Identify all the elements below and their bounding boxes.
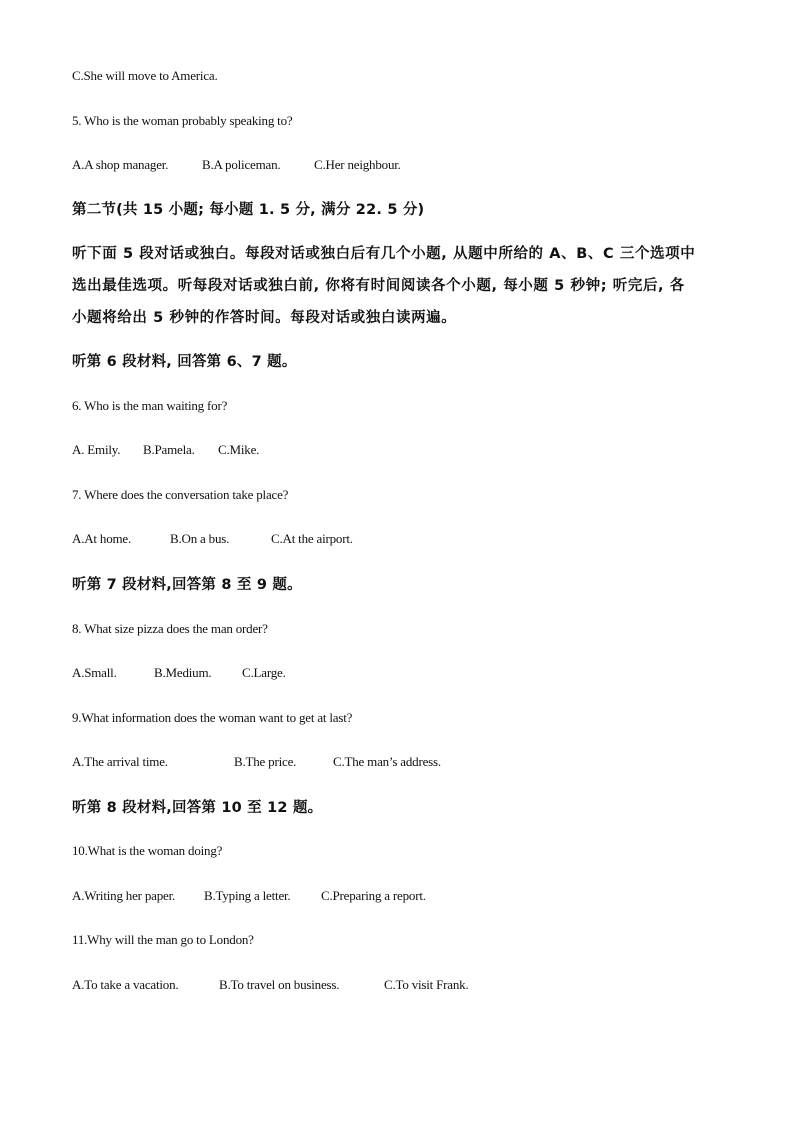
q8-option-b: B.Medium.: [154, 665, 212, 680]
question-6: 6. Who is the man waiting for?: [72, 398, 228, 413]
q9-option-a: A.The arrival time.: [72, 754, 168, 769]
q5-option-b: B.A policeman.: [202, 157, 281, 172]
question-8: 8. What size pizza does the man order?: [72, 621, 268, 636]
q8-option-a: A.Small.: [72, 665, 117, 680]
q6-option-b: B.Pamela.: [143, 442, 195, 457]
instructions-line-3: 小题将给出 5 秒钟的作答时间。每段对话或独白读两遍。: [72, 310, 457, 326]
passage-7-heading: 听第 7 段材料,回答第 8 至 9 题。: [72, 577, 302, 593]
question-10: 10.What is the woman doing?: [72, 843, 223, 858]
q6-option-c: C.Mike.: [218, 442, 260, 457]
passage-8-heading: 听第 8 段材料,回答第 10 至 12 题。: [72, 800, 323, 816]
instructions-line-2: 选出最佳选项。听每段对话或独白前, 你将有时间阅读各个小题, 每小题 5 秒钟; 听完后, 各: [72, 278, 685, 294]
q5-option-a: A.A shop manager.: [72, 157, 169, 172]
q9-option-b: B.The price.: [234, 754, 297, 769]
q11-option-b: B.To travel on business.: [219, 977, 340, 992]
question-7: 7. Where does the conversation take place?: [72, 487, 289, 502]
q10-option-b: B.Typing a letter.: [204, 888, 291, 903]
q8-option-c: C.Large.: [242, 665, 286, 680]
q11-option-a: A.To take a vacation.: [72, 977, 179, 992]
passage-6-heading: 听第 6 段材料, 回答第 6、7 题。: [72, 354, 297, 370]
question-11: 11.Why will the man go to London?: [72, 932, 254, 947]
section-2-heading: 第二节(共 15 小题; 每小题 1. 5 分, 满分 22. 5 分): [72, 202, 425, 218]
q6-option-a: A. Emily.: [72, 442, 121, 457]
q10-option-c: C.Preparing a report.: [321, 888, 426, 903]
question-9: 9.What information does the woman want to get at last?: [72, 710, 353, 725]
q11-option-c: C.To visit Frank.: [384, 977, 469, 992]
q7-option-a: A.At home.: [72, 531, 132, 546]
q4-option-c: C.She will move to America.: [72, 68, 218, 83]
q9-option-c: C.The man’s address.: [333, 754, 441, 769]
q7-option-b: B.On a bus.: [170, 531, 230, 546]
q7-option-c: C.At the airport.: [271, 531, 353, 546]
instructions-line-1: 听下面 5 段对话或独白。每段对话或独白后有几个小题, 从题中所给的 A、B、C 三个选项中: [72, 246, 696, 262]
q5-option-c: C.Her neighbour.: [314, 157, 401, 172]
q10-option-a: A.Writing her paper.: [72, 888, 176, 903]
question-5: 5. Who is the woman probably speaking to?: [72, 113, 293, 128]
